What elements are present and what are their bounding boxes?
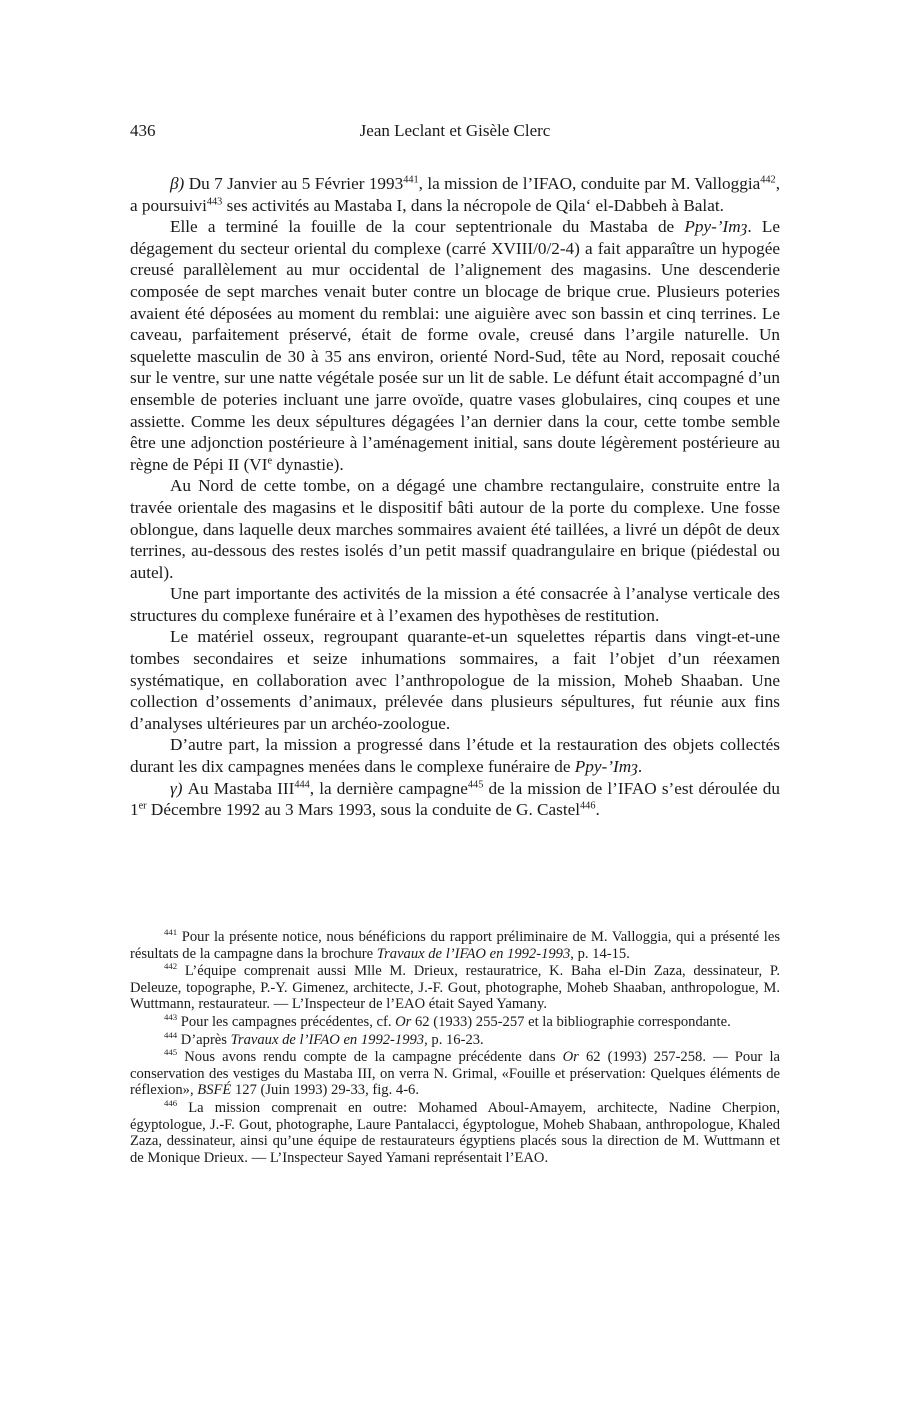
text-run: .: [637, 757, 643, 777]
note-reference: 446: [580, 800, 596, 812]
text-run: Au Mastaba III: [182, 778, 295, 798]
note-reference: 443: [206, 195, 223, 207]
text-run: Décembre 1992 au 3 Mars 1993, sous la conduite de G. Castel: [146, 800, 581, 820]
text-run: L’équipe comprenait aussi Mlle M. Drieux, restauratrice, K. Baha el-Din Zaza, dessinateur, P. Deleuze, topographe, P.-Y. Gimenez, architecte, J.-F. Gout, photographe, Moheb Shaaban, anthropologue, M. Wuttmann, restaurateur. — L’Inspecteur de l’EAO était Sayed Yamany.: [130, 963, 780, 1013]
paragraph: [130, 583, 780, 626]
text-run: γ): [170, 778, 183, 798]
note-reference: 445: [467, 778, 484, 790]
text-run: , la mission de l’IFAO, conduite par M. Valloggia: [418, 174, 761, 193]
paragraph: [130, 734, 780, 777]
footnote: [130, 1049, 780, 1099]
note-reference: 446: [164, 1098, 178, 1109]
note-reference: 443: [164, 1012, 178, 1023]
text-run: Or: [395, 1013, 412, 1030]
main-text: [130, 173, 780, 821]
note-reference: 445: [164, 1047, 178, 1058]
note-reference: 444: [294, 778, 310, 790]
paragraph: [130, 216, 780, 475]
text-run: Ppy-’Imȝ: [684, 217, 748, 237]
note-reference: e: [267, 454, 273, 466]
paragraph: [130, 173, 780, 216]
text-run: Travaux de l’IFAO en 1992-1993: [230, 1031, 425, 1048]
text-run: Pour la présente notice, nous bénéficions du rapport préliminaire de M. Valloggia, qui a présenté les résultats de la campagne dans la brochure: [130, 929, 780, 962]
text-run: de la mission de l’IFAO s’est déroulée du 1: [130, 778, 780, 820]
page-number: 436: [130, 121, 156, 140]
text-run: , a poursuivi: [130, 174, 780, 215]
footnote: [130, 963, 780, 1013]
footnote: [130, 1029, 780, 1049]
note-reference: 441: [403, 174, 419, 186]
note-reference: 442: [164, 961, 178, 972]
note-reference: 442: [760, 174, 776, 186]
text-run: ses activités au Mastaba I, dans la nécropole de Qila‘ el-Dabbeh à Balat.: [222, 195, 724, 215]
text-run: 62 (1993) 257-258. — Pour la conservation des vestiges du Mastaba III, on verra N. Grimal, «Fouille et préservation: Quelques éléments de réflexion»,: [130, 1049, 780, 1099]
page-header: [130, 120, 780, 142]
text-run: , p. 14-15.: [570, 945, 630, 962]
text-run: Travaux de l’IFAO en 1992-1993: [376, 945, 571, 962]
note-reference: 441: [164, 927, 178, 938]
text-run: 127 (Juin 1993) 29-33, fig. 4-6.: [231, 1082, 420, 1099]
running-title: Jean Leclant et Gisèle Clerc: [359, 121, 551, 140]
paragraph: [130, 778, 780, 821]
footnote: [130, 1014, 780, 1031]
text-run: dynastie).: [272, 454, 344, 474]
text-run: Au Nord de cette tombe, on a dégagé une chambre rectangulaire, construite entre la travée orientale des magasins et le dispositif bâti autour de la porte du complexe. Une fosse oblongue, dans laquelle deux marches sommaires avaient été taillées, a livré un dépôt de deux terrines, au-dessous des restes isolés d’un petit massif quadrangulaire en brique (piédestal ou autel).: [130, 476, 780, 582]
text-run: , la dernière campagne: [309, 778, 468, 798]
paragraph: [130, 626, 780, 734]
text-run: BSFÉ: [197, 1082, 232, 1099]
paragraph: [130, 475, 780, 583]
text-run: Pour les campagnes précédentes, cf.: [177, 1013, 396, 1030]
text-run: , p. 16-23.: [424, 1031, 484, 1048]
text-run: Or: [562, 1049, 579, 1066]
text-run: Une part importante des activités de la mission a été consacrée à l’analyse verticale des structures du complexe funéraire et à l’examen des hypothèses de restitution.: [130, 584, 780, 625]
text-run: La mission comprenait en outre: Mohamed Aboul-Amayem, architecte, Nadine Cherpion, égyptologue, J.-F. Gout, photographe, Laure Pantalacci, égyptologue, Moheb Shabaan, anthropologue, Khaled Zaza, dessinateur, ainsi qu’une équipe de restaurateurs égyptiens placés sous la direction de M. Wuttmann et de Monique Drieux. — L’Inspecteur Sayed Yamani représentait l’EAO.: [130, 1099, 780, 1166]
text-run: Elle a terminé la fouille de la cour septentrionale du Mastaba de: [170, 217, 685, 237]
footnotes: [130, 929, 780, 1167]
text-run: .: [595, 800, 600, 820]
text-run: Le matériel osseux, regroupant quarante-et-un squelettes répartis dans vingt-et-une tombes secondaires et seize inhumations sommaires, a fait l’objet d’un réexamen systématique, en collaboration avec l’anthropologue de la mission, Moheb Shaaban. Une collection d’ossements d’animaux, prélevée dans plusieurs sépultures, fut réunie aux fins d’analyses ultérieures par un archéo-zoologue.: [130, 627, 780, 733]
text-run: Du 7 Janvier au 5 Février 1993: [184, 174, 404, 193]
footnote: [130, 1100, 780, 1166]
note-reference: er: [138, 800, 147, 812]
text-run: D’après: [177, 1031, 231, 1048]
text-run: Nous avons rendu compte de la campagne précédente dans: [177, 1049, 563, 1066]
text-run: 62 (1933) 255-257 et la bibliographie correspondante.: [411, 1013, 731, 1030]
text-run: D’autre part, la mission a progressé dans l’étude et la restauration des objets collectés durant les dix campagnes menées dans le complexe funéraire de: [130, 735, 780, 777]
text-run: . Le dégagement du secteur oriental du complexe (carré XVIII/0/2-4) a fait apparaître un hypogée creusé parallèlement au mur occidental de l’alignement des magasins. Une descenderie composée de sept marches venait buter contre un blocage de brique crue. Plusieurs poteries avaient été déposées au moment du remblai: une aiguière avec son bassin et cinq terrines. Le caveau, parfaitement préservé, était de forme ovale, creusé dans l’argile naturelle. Un squelette masculin de 30 à 35 ans environ, orienté Nord-Sud, tête au Nord, reposait couché sur le ventre, sur une natte végétale posée sur un lit de sable. Le défunt était accompagné d’un ensemble de poteries incluant une jarre ovoïde, quatre vases globulaires, cinq coupes et une assiette. Comme les deux sépultures dégagées l’an dernier dans la cour, cette tombe semble être une adjonction postérieure à l’aménagement initial, sans doute légèrement postérieure au règne de Pépi II (VI: [130, 217, 780, 474]
text-run: Ppy-’Imȝ: [574, 757, 638, 777]
text-run: β): [170, 174, 185, 193]
footnote: [130, 929, 780, 962]
note-reference: 444: [164, 1029, 178, 1040]
